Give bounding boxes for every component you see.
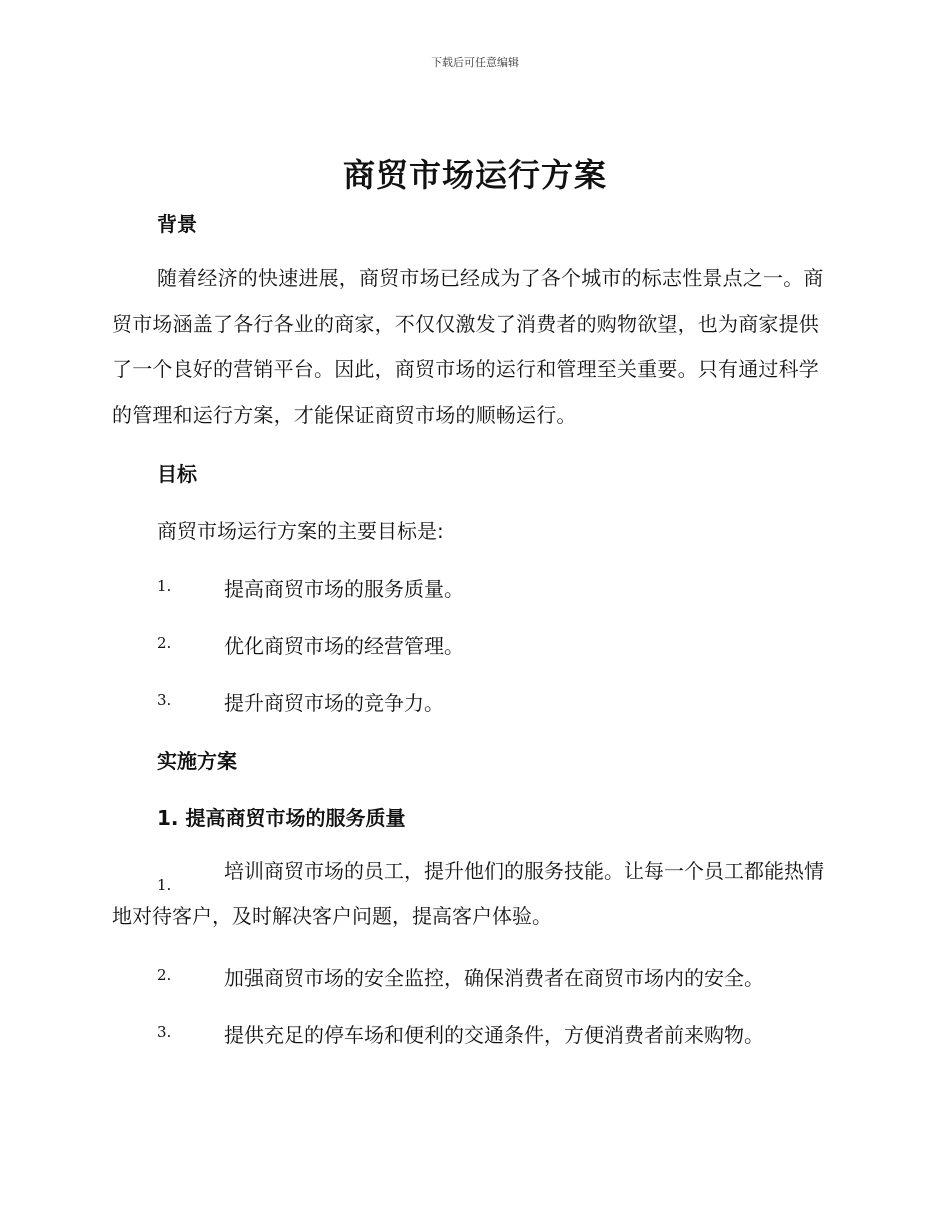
subheading-service-quality: 1. 提高商贸市场的服务质量 bbox=[157, 806, 406, 830]
goal-item-1-text: 提高商贸市场的服务质量。 bbox=[224, 577, 464, 601]
goal-item-3-text: 提升商贸市场的竞争力。 bbox=[224, 691, 444, 715]
plan-item-3-text: 提供充足的停车场和便利的交通条件，方便消费者前来购物。 bbox=[224, 1023, 764, 1047]
goal-item-1-number: 1. bbox=[157, 577, 172, 595]
goals-intro: 商贸市场运行方案的主要目标是: bbox=[157, 519, 444, 543]
document-title: 商贸市场运行方案 bbox=[342, 156, 607, 194]
goal-item-3-number: 3. bbox=[157, 691, 172, 709]
plan-item-1 bbox=[112, 849, 836, 939]
plan-item-1-number: 1. bbox=[157, 876, 172, 894]
goal-item-2-number: 2. bbox=[157, 634, 172, 652]
plan-item-1-text: 培训商贸市场的员工，提升他们的服务技能。让每一个员工都能热情地对待客户，及时解决客户问题，提高客户体验。 bbox=[112, 859, 824, 928]
plan-item-3-number: 3. bbox=[157, 1023, 172, 1041]
goal-item-2-text: 优化商贸市场的经营管理。 bbox=[224, 634, 464, 658]
heading-background: 背景 bbox=[157, 212, 197, 236]
heading-goals: 目标 bbox=[157, 462, 197, 486]
background-paragraph: 随着经济的快速进展，商贸市场已经成为了各个城市的标志性景点之一。商贸市场涵盖了各行各业的商家，不仅仅激发了消费者的购物欲望，也为商家提供了一个良好的营销平台。因此，商贸市场的运行和管理至关重要。只有通过科学的管理和运行方案，才能保证商贸市场的顺畅运行。 bbox=[112, 266, 824, 427]
header-note: 下载后可任意编辑 bbox=[431, 56, 519, 69]
plan-item-2-number: 2. bbox=[157, 966, 172, 984]
heading-plan: 实施方案 bbox=[157, 749, 237, 773]
plan-item-2-text: 加强商贸市场的安全监控，确保消费者在商贸市场内的安全。 bbox=[224, 966, 764, 990]
